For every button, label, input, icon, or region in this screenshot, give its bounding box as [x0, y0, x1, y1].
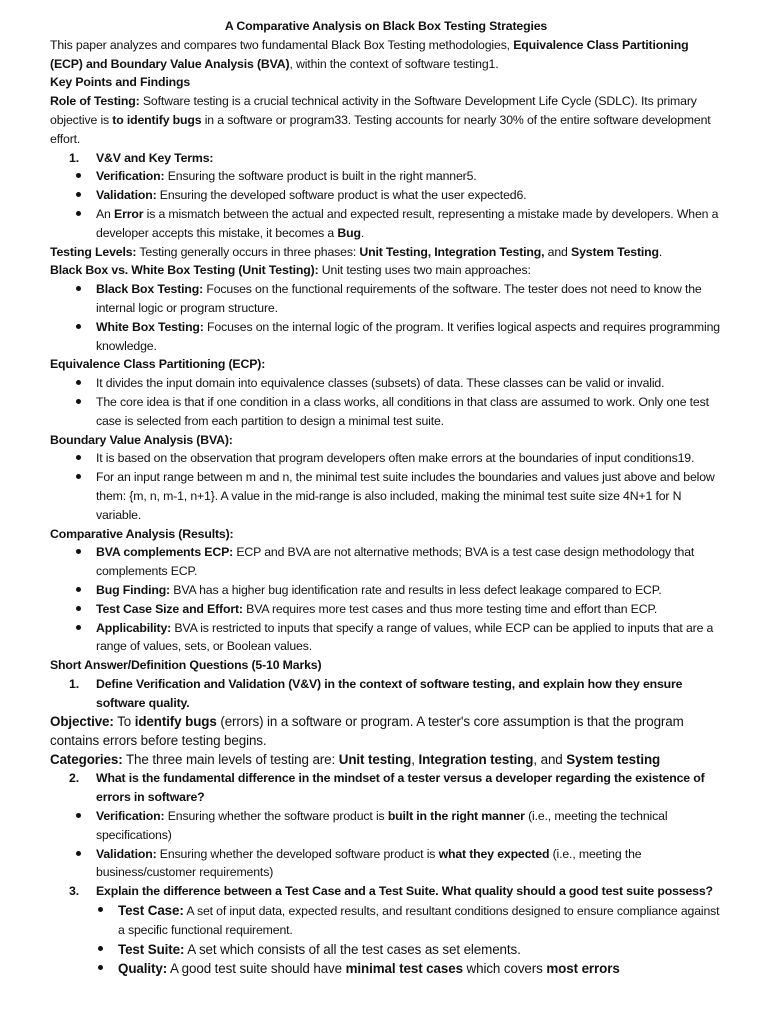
list-item [50, 901, 722, 940]
ecp-heading: Equivalence Class Partitioning (ECP): [50, 357, 266, 372]
objective-paragraph [50, 712, 722, 750]
item-bold: built in the right manner [387, 809, 525, 824]
item-text: Ensuring the developed software product is what the user expected6. [156, 188, 527, 203]
item-text: A set which consists of all the test cases as set elements. [184, 941, 521, 957]
bullet-icon [72, 581, 92, 600]
categories-bold: System testing [566, 752, 661, 768]
list-item [50, 807, 722, 845]
item-text: An [96, 206, 115, 221]
item-text: which covers [462, 961, 547, 977]
item-text: The core idea is that if one condition in a class works, all conditions in that class are assumed to work. Only one test case is selected from each partition to design a minimal test suite. [96, 394, 709, 428]
list-item [50, 393, 722, 431]
item-label: BVA complements ECP: [96, 545, 234, 560]
role-text: Software testing is a crucial technical activity in the Software Development Life Cycle (SDLC). Its primary objective is [50, 94, 697, 127]
objective-text: (errors) in a software or program. A tester's core assumption is that the program contains errors before testing begins. [50, 714, 684, 749]
item-text: ECP and BVA are not alternative methods; BVA is a test case design methodology that complements ECP. [96, 545, 695, 579]
item-text: It divides the input domain into equivalence classes (subsets) of data. These classes can be valid or invalid. [96, 376, 665, 391]
short-answer-heading: Short Answer/Definition Questions (5-10 Marks) [50, 658, 322, 673]
item-text: It is based on the observation that program developers often make errors at the boundaries of input conditions19. [96, 451, 695, 466]
item-label: Verification: [96, 169, 165, 184]
item-label: Test Case Size and Effort: [96, 601, 243, 616]
item-bold: Error [114, 206, 144, 221]
item-label: Quality: [118, 961, 168, 977]
item-text: Focuses on the internal logic of the program. It verifies logical aspects and requires programming knowledge. [96, 319, 720, 353]
list-number: 1. [69, 150, 79, 165]
levels-text: Testing generally occurs in three phases: [136, 244, 360, 259]
bva-list [50, 449, 722, 524]
bullet-icon [72, 186, 92, 205]
categories-text: , and [533, 752, 567, 768]
item-text: A set of input data, expected results, and resultant conditions designed to ensure compliance against a specific functional requirement. [118, 904, 720, 937]
objective-text: To [113, 714, 135, 730]
question-text: Define Verification and Validation (V&V) in the context of software testing, and explain how they ensure software quality. [96, 676, 683, 710]
list-item [50, 149, 722, 168]
bullet-icon [72, 374, 92, 393]
item-label: Bug Finding: [96, 582, 171, 597]
item-text: For an input range between m and n, the minimal test suite includes the boundaries and values just above and below them: {m, n, m-1, n+1}. A value in the mid-range is also included, making the minimal test suite size 4N+1 for N variable. [96, 470, 715, 522]
objective-label: Objective: [50, 714, 114, 730]
question-number: 2. [69, 771, 79, 786]
categories-paragraph [50, 750, 722, 769]
item-label: Validation: [96, 846, 157, 861]
bullet-icon [94, 901, 114, 920]
categories-bold: Integration testing [418, 752, 534, 768]
item-text: Ensuring the software product is built in the right manner5. [164, 169, 477, 184]
list-item [50, 167, 722, 186]
intro-text-end: , within the context of software testing1. [289, 56, 499, 71]
bullet-icon [72, 543, 92, 562]
list-item [50, 543, 722, 581]
list-item [50, 845, 722, 883]
item-label: White Box Testing: [96, 319, 204, 334]
question-item [50, 675, 722, 713]
bullet-icon [72, 600, 92, 619]
question-text: Explain the difference between a Test Case and a Test Suite. What quality should a good test suite possess? [96, 884, 713, 899]
question-item [50, 882, 722, 901]
item-text: is a mismatch between the actual and expected result, representing a mistake made by developers. When a developer accepts this mistake, it becomes a [96, 206, 719, 240]
question-number: 1. [69, 676, 79, 691]
role-text-end: in a software or program33. Testing accounts for nearly 30% of the entire software development effort. [50, 112, 711, 146]
bullet-icon [72, 619, 92, 638]
list-item [50, 318, 722, 356]
item-text: (i.e., meeting the business/customer requirements) [96, 846, 642, 880]
bva-heading: Boundary Value Analysis (BVA): [50, 432, 233, 447]
bullet-icon [72, 449, 92, 468]
item-label: Black Box Testing: [96, 282, 204, 297]
list-item [50, 619, 722, 657]
item-text: Focuses on the functional requirements of the software. The tester does not need to know the internal logic or program structure. [96, 282, 702, 315]
vv-list [50, 149, 722, 243]
list-item [50, 468, 722, 524]
item-bold: Bug [337, 225, 361, 240]
list-item [50, 600, 722, 619]
list-item [50, 280, 722, 318]
categories-label: Categories: [50, 752, 123, 768]
list-item [50, 186, 722, 205]
list-item [50, 449, 722, 468]
bw-text: Unit testing uses two main approaches: [318, 263, 531, 278]
item-label: Verification: [96, 809, 165, 824]
list-item [50, 959, 722, 979]
q1-list [50, 675, 722, 713]
bullet-icon [72, 807, 92, 826]
bullet-icon [72, 393, 92, 412]
list-item [50, 940, 722, 960]
categories-bold: Unit testing [338, 752, 412, 768]
bw-list [50, 280, 722, 355]
bullet-icon [94, 959, 114, 978]
item-text: A good test suite should have [167, 961, 346, 977]
role-paragraph [50, 92, 722, 148]
levels-text: and [544, 244, 572, 259]
item-label: Applicability: [96, 620, 172, 635]
ecp-list [50, 374, 722, 430]
list-item [50, 581, 722, 600]
question-number: 3. [69, 884, 79, 899]
bullet-icon [72, 318, 92, 337]
levels-bold: System Testing [571, 244, 659, 259]
levels-label: Testing Levels: [50, 244, 137, 259]
comparative-list [50, 543, 722, 656]
bw-label: Black Box vs. White Box Testing (Unit Testing): [50, 263, 319, 278]
role-bold: to identify bugs [112, 112, 202, 127]
categories-text: The three main levels of testing are: [122, 752, 339, 768]
document-title: A Comparative Analysis on Black Box Testing Strategies [224, 19, 548, 33]
item-text: . [360, 225, 365, 240]
item-bold: minimal test cases [345, 961, 463, 977]
document [50, 17, 722, 979]
bullet-icon [72, 205, 92, 224]
item-bold: what they expected [438, 846, 550, 861]
question-item [50, 769, 722, 807]
item-text: BVA is restricted to inputs that specify a range of values, while ECP can be applied to inputs that are a range of values, sets, or Boolean values. [96, 620, 714, 654]
objective-bold: identify bugs [134, 714, 217, 730]
categories-text: , [411, 752, 419, 768]
item-text: BVA requires more test cases and thus more testing time and effort than ECP. [242, 601, 658, 616]
item-text: Ensuring whether the developed software product is [156, 846, 439, 861]
question-text: What is the fundamental difference in the mindset of a tester versus a developer regarding the existence of errors in software? [96, 771, 705, 805]
intro-bold: Equivalence Class Partitioning (ECP) and Boundary Value Analysis (BVA) [50, 37, 689, 71]
key-points-heading: Key Points and Findings [50, 75, 191, 90]
item-text: BVA has a higher bug identification rate and results in less defect leakage compared to ECP. [170, 582, 662, 597]
bullet-icon [72, 167, 92, 186]
item-label: Test Suite: [118, 941, 185, 957]
levels-bold: Unit Testing, Integration Testing, [359, 244, 545, 259]
bullet-icon [72, 845, 92, 864]
item-label: Validation: [96, 188, 157, 203]
role-label: Role of Testing: [50, 94, 140, 109]
comparative-heading: Comparative Analysis (Results): [50, 526, 234, 541]
bw-paragraph [50, 261, 722, 280]
item-text: Ensuring whether the software product is [164, 809, 388, 824]
item-label: Test Case: [118, 903, 184, 919]
list-item [50, 374, 722, 393]
intro-paragraph [50, 36, 722, 74]
intro-text: This paper analyzes and compares two fundamental Black Box Testing methodologies, [50, 37, 514, 52]
item-bold: most errors [546, 961, 620, 977]
vv-heading: V&V and Key Terms: [96, 150, 214, 165]
levels-text: . [658, 244, 663, 259]
bullet-icon [72, 280, 92, 299]
item-text: (i.e., meeting the technical specifications) [96, 809, 668, 842]
levels-paragraph [50, 243, 722, 262]
bullet-icon [94, 940, 114, 959]
list-item [50, 205, 722, 243]
q2-list [50, 769, 722, 979]
bullet-icon [72, 468, 92, 487]
